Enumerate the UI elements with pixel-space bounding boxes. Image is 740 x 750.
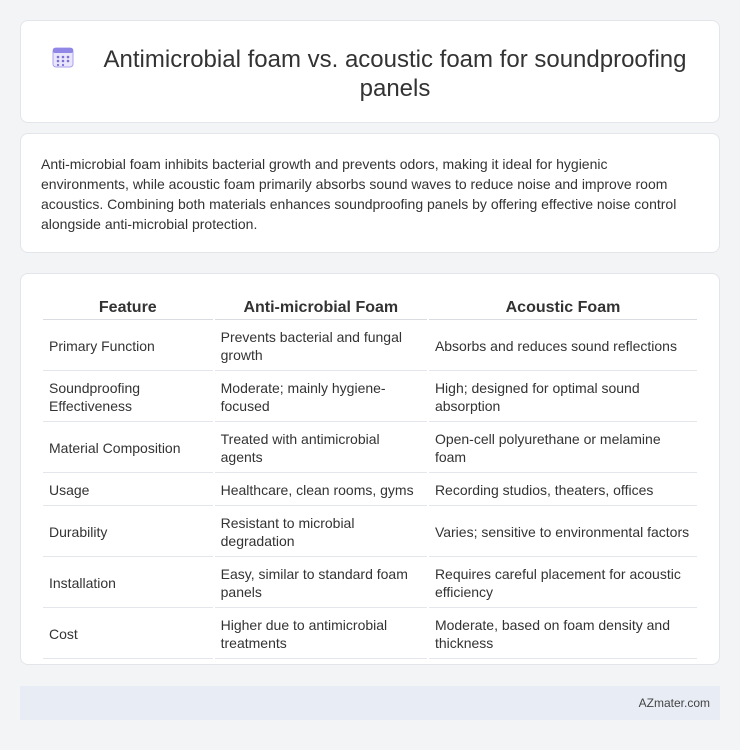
page-title: Antimicrobial foam vs. acoustic foam for soundproofing panels xyxy=(103,46,687,102)
acoustic-cell: Absorbs and reduces sound reflections xyxy=(429,322,697,371)
table-row xyxy=(43,508,697,557)
antimicrobial-cell: Resistant to microbial degradation xyxy=(215,508,427,557)
title-card xyxy=(20,20,720,123)
feature-cell: Installation xyxy=(43,559,213,608)
summary-text: Anti-microbial foam inhibits bacterial growth and prevents odors, making it ideal for hygienic environments, while acoustic foam primarily absorbs sound waves to reduce noise and improve room acoustics. Combining both materials enhances soundproofing panels by offering effective noise control alongside anti-microbial protection. xyxy=(41,156,677,232)
acoustic-cell: Requires careful placement for acoustic efficiency xyxy=(429,559,697,608)
acoustic-cell: Moderate, based on foam density and thickness xyxy=(429,610,697,659)
antimicrobial-cell: Higher due to antimicrobial treatments xyxy=(215,610,427,659)
feature-cell: Primary Function xyxy=(43,322,213,371)
antimicrobial-cell: Prevents bacterial and fungal growth xyxy=(215,322,427,371)
column-header-acoustic: Acoustic Foam xyxy=(429,296,697,320)
feature-cell: Cost xyxy=(43,610,213,659)
footer xyxy=(20,686,720,720)
table-row xyxy=(43,424,697,473)
antimicrobial-cell: Healthcare, clean rooms, gyms xyxy=(215,475,427,506)
feature-cell: Material Composition xyxy=(43,424,213,473)
table-row xyxy=(43,610,697,659)
feature-cell: Durability xyxy=(43,508,213,557)
acoustic-cell: High; designed for optimal sound absorption xyxy=(429,373,697,422)
comparison-table xyxy=(41,294,699,661)
feature-cell: Soundproofing Effectiveness xyxy=(43,373,213,422)
antimicrobial-cell: Treated with antimicrobial agents xyxy=(215,424,427,473)
acoustic-cell: Recording studios, theaters, offices xyxy=(429,475,697,506)
acoustic-cell: Open-cell polyurethane or melamine foam xyxy=(429,424,697,473)
antimicrobial-cell: Easy, similar to standard foam panels xyxy=(215,559,427,608)
table-row xyxy=(43,559,697,608)
table-row xyxy=(43,475,697,506)
table-row xyxy=(43,322,697,371)
column-header-antimicrobial: Anti-microbial Foam xyxy=(215,296,427,320)
table-row xyxy=(43,373,697,422)
column-header-feature: Feature xyxy=(43,296,213,320)
feature-cell: Usage xyxy=(43,475,213,506)
table-header-row xyxy=(43,296,697,320)
antimicrobial-cell: Moderate; mainly hygiene-focused xyxy=(215,373,427,422)
summary-card xyxy=(20,133,720,253)
comparison-table-card xyxy=(20,273,720,665)
footer-site-link[interactable]: AZmater.com xyxy=(638,696,710,710)
acoustic-cell: Varies; sensitive to environmental factors xyxy=(429,508,697,557)
